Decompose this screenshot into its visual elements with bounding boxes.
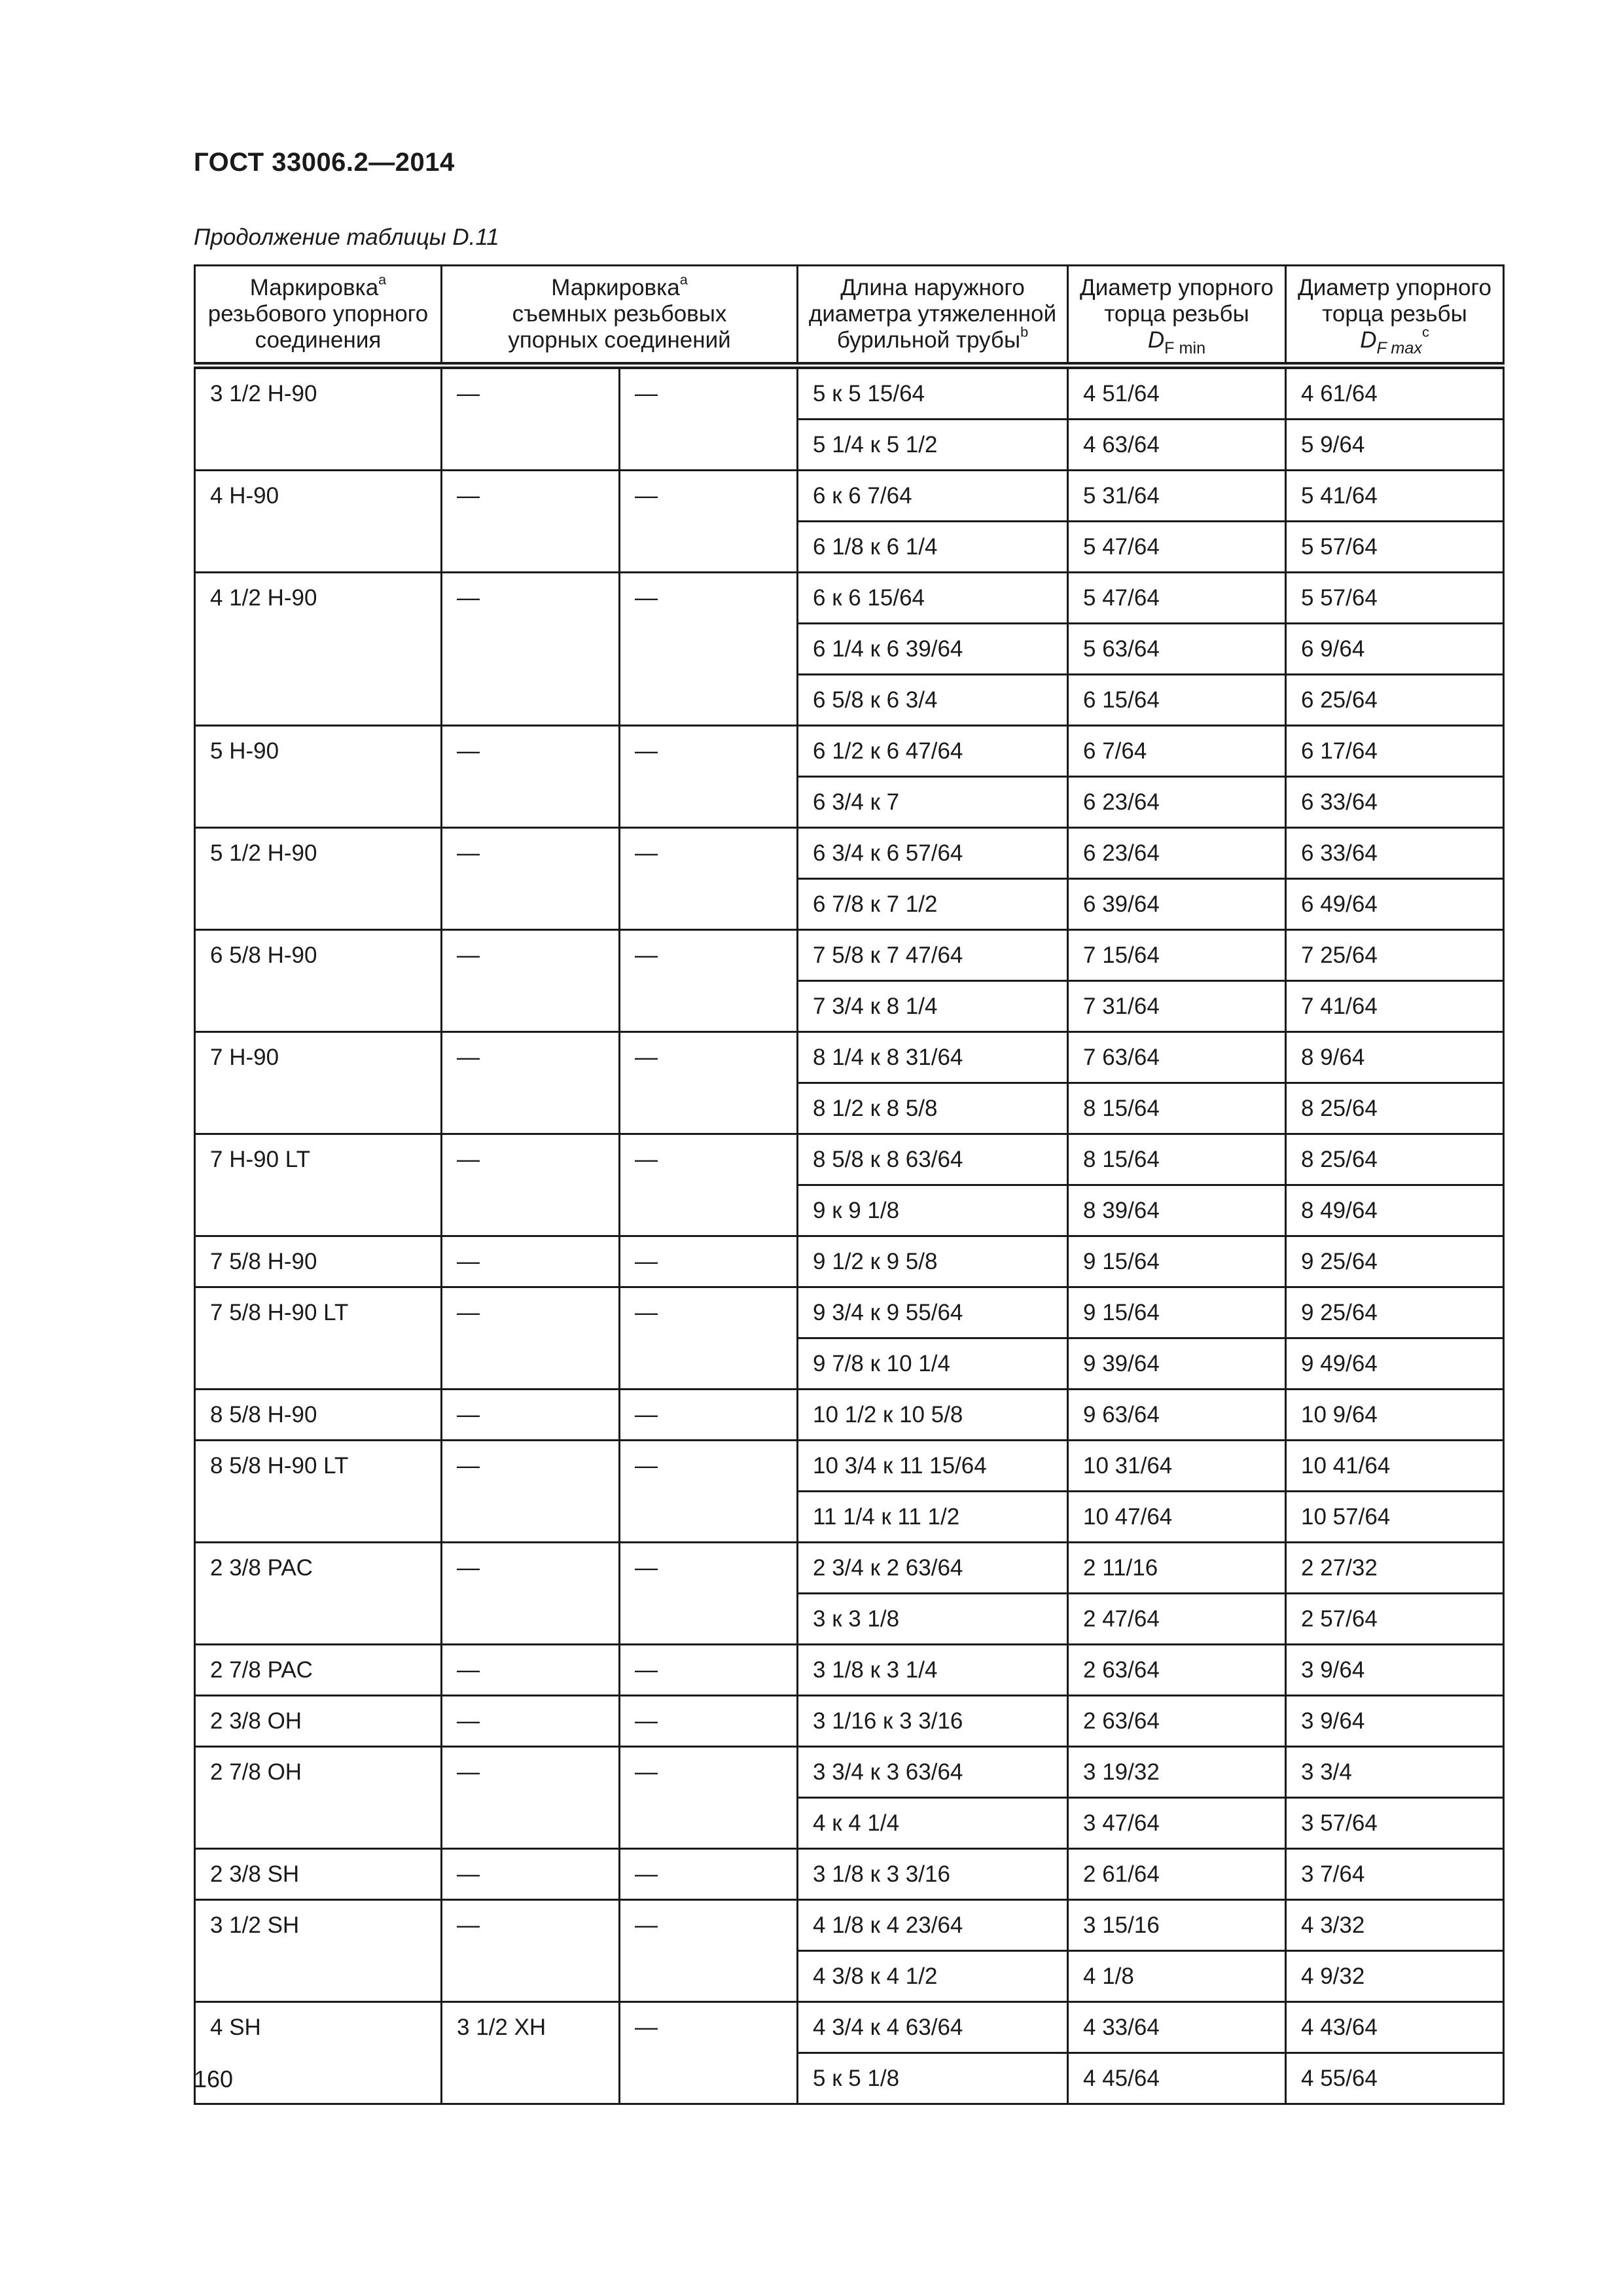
df-min-cell: 4 51/64 (1068, 366, 1286, 420)
document-title: ГОСТ 33006.2—2014 (194, 148, 455, 177)
df-max-cell: 5 57/64 (1286, 522, 1504, 573)
df-max-cell: 6 33/64 (1286, 777, 1504, 828)
thread-marking-cell: 7 H-90 LT (195, 1134, 442, 1236)
df-max-cell: 2 27/32 (1286, 1543, 1504, 1594)
df-min-cell: 7 31/64 (1068, 981, 1286, 1032)
table-row (195, 1645, 1504, 1696)
length-range-cell: 6 7/8 к 7 1/2 (798, 879, 1068, 930)
length-range-cell: 4 3/8 к 4 1/2 (798, 1951, 1068, 2002)
removable-marking-cell: — (442, 1543, 620, 1645)
header-df-max: Диаметр упорного торца резьбы $D_{F max}^c$ (1286, 266, 1504, 366)
df-min-cell: 9 39/64 (1068, 1338, 1286, 1390)
length-range-cell: 10 3/4 к 11 15/64 (798, 1441, 1068, 1492)
removable-marking-cell-2: — (620, 1390, 798, 1441)
header-outer-diameter-length: Длина наружного диаметра утяжеленной бурильной трубы$^b$ (798, 266, 1068, 366)
table-row (195, 1849, 1504, 1900)
header-removable-marking: Маркировка$^a$ съемных резьбовых упорных соединений (442, 266, 798, 366)
table-row (195, 1236, 1504, 1287)
df-min-cell: 5 47/64 (1068, 522, 1286, 573)
df-min-cell: 5 63/64 (1068, 624, 1286, 675)
removable-marking-cell-2: — (620, 1900, 798, 2002)
df-max-cell: 3 9/64 (1286, 1645, 1504, 1696)
removable-marking-cell: — (442, 471, 620, 573)
connections-table (194, 264, 1505, 2105)
length-range-cell: 10 1/2 к 10 5/8 (798, 1390, 1068, 1441)
length-range-cell: 8 5/8 к 8 63/64 (798, 1134, 1068, 1185)
removable-marking-cell: — (442, 1134, 620, 1236)
table-row (195, 1134, 1504, 1185)
removable-marking-cell-2: — (620, 1441, 798, 1543)
df-max-cell: 6 9/64 (1286, 624, 1504, 675)
df-max-cell: 8 25/64 (1286, 1083, 1504, 1134)
removable-marking-cell-2: — (620, 1287, 798, 1390)
removable-marking-cell: — (442, 1236, 620, 1287)
removable-marking-cell-2: — (620, 1236, 798, 1287)
removable-marking-cell-2: — (620, 471, 798, 573)
df-max-cell: 3 3/4 (1286, 1747, 1504, 1798)
df-min-cell: 6 7/64 (1068, 726, 1286, 777)
df-min-cell: 4 63/64 (1068, 420, 1286, 471)
table-caption: Продолжение таблицы D.11 (194, 224, 499, 250)
df-min-cell: 9 15/64 (1068, 1287, 1286, 1338)
df-min-cell: 10 47/64 (1068, 1492, 1286, 1543)
length-range-cell: 4 1/8 к 4 23/64 (798, 1900, 1068, 1951)
removable-marking-cell-2: — (620, 573, 798, 726)
df-min-cell: 3 19/32 (1068, 1747, 1286, 1798)
df-max-cell: 4 55/64 (1286, 2053, 1504, 2104)
table-row (195, 573, 1504, 624)
df-min-cell: 4 45/64 (1068, 2053, 1286, 2104)
df-max-cell: 9 25/64 (1286, 1287, 1504, 1338)
df-max-cell: 6 33/64 (1286, 828, 1504, 879)
df-max-cell: 3 7/64 (1286, 1849, 1504, 1900)
length-range-cell: 5 к 5 15/64 (798, 366, 1068, 420)
thread-marking-cell: 8 5/8 H-90 (195, 1390, 442, 1441)
df-min-cell: 6 23/64 (1068, 777, 1286, 828)
removable-marking-cell-2: — (620, 1849, 798, 1900)
thread-marking-cell: 3 1/2 H-90 (195, 366, 442, 471)
df-max-cell: 9 49/64 (1286, 1338, 1504, 1390)
removable-marking-cell: — (442, 726, 620, 828)
removable-marking-cell: — (442, 1696, 620, 1747)
removable-marking-cell-2: — (620, 828, 798, 930)
removable-marking-cell: — (442, 1287, 620, 1390)
df-min-cell: 7 63/64 (1068, 1032, 1286, 1083)
thread-marking-cell: 2 7/8 PAC (195, 1645, 442, 1696)
removable-marking-cell-2: — (620, 1032, 798, 1134)
removable-marking-cell: — (442, 1849, 620, 1900)
thread-marking-cell: 5 1/2 H-90 (195, 828, 442, 930)
df-max-cell: 4 9/32 (1286, 1951, 1504, 2002)
df-min-cell: 6 23/64 (1068, 828, 1286, 879)
df-min-cell: 6 39/64 (1068, 879, 1286, 930)
removable-marking-cell: 3 1/2 XH (442, 2002, 620, 2104)
length-range-cell: 9 1/2 к 9 5/8 (798, 1236, 1068, 1287)
table-row (195, 1696, 1504, 1747)
table-row (195, 366, 1504, 420)
removable-marking-cell: — (442, 1032, 620, 1134)
length-range-cell: 5 к 5 1/8 (798, 2053, 1068, 2104)
removable-marking-cell-2: — (620, 726, 798, 828)
length-range-cell: 6 3/4 к 6 57/64 (798, 828, 1068, 879)
df-min-cell: 7 15/64 (1068, 930, 1286, 981)
df-min-cell: 10 31/64 (1068, 1441, 1286, 1492)
length-range-cell: 8 1/2 к 8 5/8 (798, 1083, 1068, 1134)
length-range-cell: 7 3/4 к 8 1/4 (798, 981, 1068, 1032)
df-min-cell: 9 63/64 (1068, 1390, 1286, 1441)
df-max-cell: 3 9/64 (1286, 1696, 1504, 1747)
df-min-cell: 2 63/64 (1068, 1645, 1286, 1696)
removable-marking-cell: — (442, 1441, 620, 1543)
df-max-cell: 4 61/64 (1286, 366, 1504, 420)
thread-marking-cell: 2 3/8 PAC (195, 1543, 442, 1645)
thread-marking-cell: 2 3/8 SH (195, 1849, 442, 1900)
thread-marking-cell: 4 1/2 H-90 (195, 573, 442, 726)
length-range-cell: 4 3/4 к 4 63/64 (798, 2002, 1068, 2053)
length-range-cell: 6 1/8 к 6 1/4 (798, 522, 1068, 573)
removable-marking-cell-2: — (620, 1747, 798, 1849)
length-range-cell: 7 5/8 к 7 47/64 (798, 930, 1068, 981)
df-min-cell: 2 47/64 (1068, 1594, 1286, 1645)
thread-marking-cell: 7 5/8 H-90 (195, 1236, 442, 1287)
length-range-cell: 3 1/16 к 3 3/16 (798, 1696, 1068, 1747)
length-range-cell: 9 7/8 к 10 1/4 (798, 1338, 1068, 1390)
df-min-cell: 2 11/16 (1068, 1543, 1286, 1594)
removable-marking-cell: — (442, 930, 620, 1032)
df-max-cell: 3 57/64 (1286, 1798, 1504, 1849)
thread-marking-cell: 8 5/8 H-90 LT (195, 1441, 442, 1543)
df-min-cell: 4 1/8 (1068, 1951, 1286, 2002)
removable-marking-cell-2: — (620, 1543, 798, 1645)
length-range-cell: 4 к 4 1/4 (798, 1798, 1068, 1849)
df-min-cell: 5 47/64 (1068, 573, 1286, 624)
table-row (195, 930, 1504, 981)
thread-marking-cell: 4 H-90 (195, 471, 442, 573)
page-number: 160 (194, 2066, 234, 2092)
removable-marking-cell-2: — (620, 2002, 798, 2104)
thread-marking-cell: 6 5/8 H-90 (195, 930, 442, 1032)
df-min-cell: 4 33/64 (1068, 2002, 1286, 2053)
header-df-min: Диаметр упорного торца резьбы $D_{F min}$ (1068, 266, 1286, 366)
removable-marking-cell-2: — (620, 930, 798, 1032)
thread-marking-cell: 2 7/8 OH (195, 1747, 442, 1849)
df-min-cell: 9 15/64 (1068, 1236, 1286, 1287)
length-range-cell: 9 к 9 1/8 (798, 1185, 1068, 1236)
removable-marking-cell: — (442, 1900, 620, 2002)
length-range-cell: 6 1/4 к 6 39/64 (798, 624, 1068, 675)
df-max-cell: 6 17/64 (1286, 726, 1504, 777)
df-max-cell: 10 9/64 (1286, 1390, 1504, 1441)
length-range-cell: 6 к 6 7/64 (798, 471, 1068, 522)
table-row (195, 1390, 1504, 1441)
df-min-cell: 5 31/64 (1068, 471, 1286, 522)
thread-marking-cell: 7 H-90 (195, 1032, 442, 1134)
length-range-cell: 8 1/4 к 8 31/64 (798, 1032, 1068, 1083)
removable-marking-cell: — (442, 1747, 620, 1849)
df-min-cell: 8 15/64 (1068, 1083, 1286, 1134)
length-range-cell: 6 5/8 к 6 3/4 (798, 675, 1068, 726)
table-row (195, 726, 1504, 777)
length-range-cell: 3 к 3 1/8 (798, 1594, 1068, 1645)
thread-marking-cell: 5 H-90 (195, 726, 442, 828)
table-row (195, 828, 1504, 879)
removable-marking-cell: — (442, 1390, 620, 1441)
df-min-cell: 3 15/16 (1068, 1900, 1286, 1951)
df-max-cell: 6 49/64 (1286, 879, 1504, 930)
table-row (195, 1441, 1504, 1492)
length-range-cell: 11 1/4 к 11 1/2 (798, 1492, 1068, 1543)
length-range-cell: 6 к 6 15/64 (798, 573, 1068, 624)
thread-marking-cell: 4 SH (195, 2002, 442, 2104)
df-max-cell: 8 9/64 (1286, 1032, 1504, 1083)
length-range-cell: 6 3/4 к 7 (798, 777, 1068, 828)
df-min-cell: 8 15/64 (1068, 1134, 1286, 1185)
removable-marking-cell: — (442, 1645, 620, 1696)
table-row (195, 1747, 1504, 1798)
table-row (195, 1900, 1504, 1951)
df-min-cell: 6 15/64 (1068, 675, 1286, 726)
table-body (195, 366, 1504, 2104)
length-range-cell: 3 3/4 к 3 63/64 (798, 1747, 1068, 1798)
removable-marking-cell-2: — (620, 1645, 798, 1696)
removable-marking-cell-2: — (620, 1134, 798, 1236)
df-max-cell: 7 25/64 (1286, 930, 1504, 981)
thread-marking-cell: 2 3/8 OH (195, 1696, 442, 1747)
table-row (195, 1543, 1504, 1594)
removable-marking-cell: — (442, 366, 620, 471)
header-thread-marking: Маркировка$^a$ резьбового упорного соединения (195, 266, 442, 366)
thread-marking-cell: 3 1/2 SH (195, 1900, 442, 2002)
table-row (195, 1287, 1504, 1338)
df-max-cell: 9 25/64 (1286, 1236, 1504, 1287)
removable-marking-cell-2: — (620, 1696, 798, 1747)
table-header-row (195, 266, 1504, 366)
length-range-cell: 9 3/4 к 9 55/64 (798, 1287, 1068, 1338)
removable-marking-cell: — (442, 828, 620, 930)
df-max-cell: 6 25/64 (1286, 675, 1504, 726)
df-max-cell: 10 57/64 (1286, 1492, 1504, 1543)
df-max-cell: 5 9/64 (1286, 420, 1504, 471)
length-range-cell: 3 1/8 к 3 1/4 (798, 1645, 1068, 1696)
table-row (195, 471, 1504, 522)
df-max-cell: 8 25/64 (1286, 1134, 1504, 1185)
df-min-cell: 2 63/64 (1068, 1696, 1286, 1747)
length-range-cell: 6 1/2 к 6 47/64 (798, 726, 1068, 777)
df-max-cell: 4 43/64 (1286, 2002, 1504, 2053)
removable-marking-cell: — (442, 573, 620, 726)
table-row (195, 1032, 1504, 1083)
length-range-cell: 3 1/8 к 3 3/16 (798, 1849, 1068, 1900)
df-max-cell: 4 3/32 (1286, 1900, 1504, 1951)
df-max-cell: 2 57/64 (1286, 1594, 1504, 1645)
df-min-cell: 8 39/64 (1068, 1185, 1286, 1236)
df-max-cell: 7 41/64 (1286, 981, 1504, 1032)
df-max-cell: 10 41/64 (1286, 1441, 1504, 1492)
length-range-cell: 5 1/4 к 5 1/2 (798, 420, 1068, 471)
table-row (195, 2002, 1504, 2053)
df-max-cell: 8 49/64 (1286, 1185, 1504, 1236)
removable-marking-cell-2: — (620, 366, 798, 471)
df-max-cell: 5 57/64 (1286, 573, 1504, 624)
length-range-cell: 2 3/4 к 2 63/64 (798, 1543, 1068, 1594)
df-min-cell: 2 61/64 (1068, 1849, 1286, 1900)
df-max-cell: 5 41/64 (1286, 471, 1504, 522)
thread-marking-cell: 7 5/8 H-90 LT (195, 1287, 442, 1390)
df-min-cell: 3 47/64 (1068, 1798, 1286, 1849)
